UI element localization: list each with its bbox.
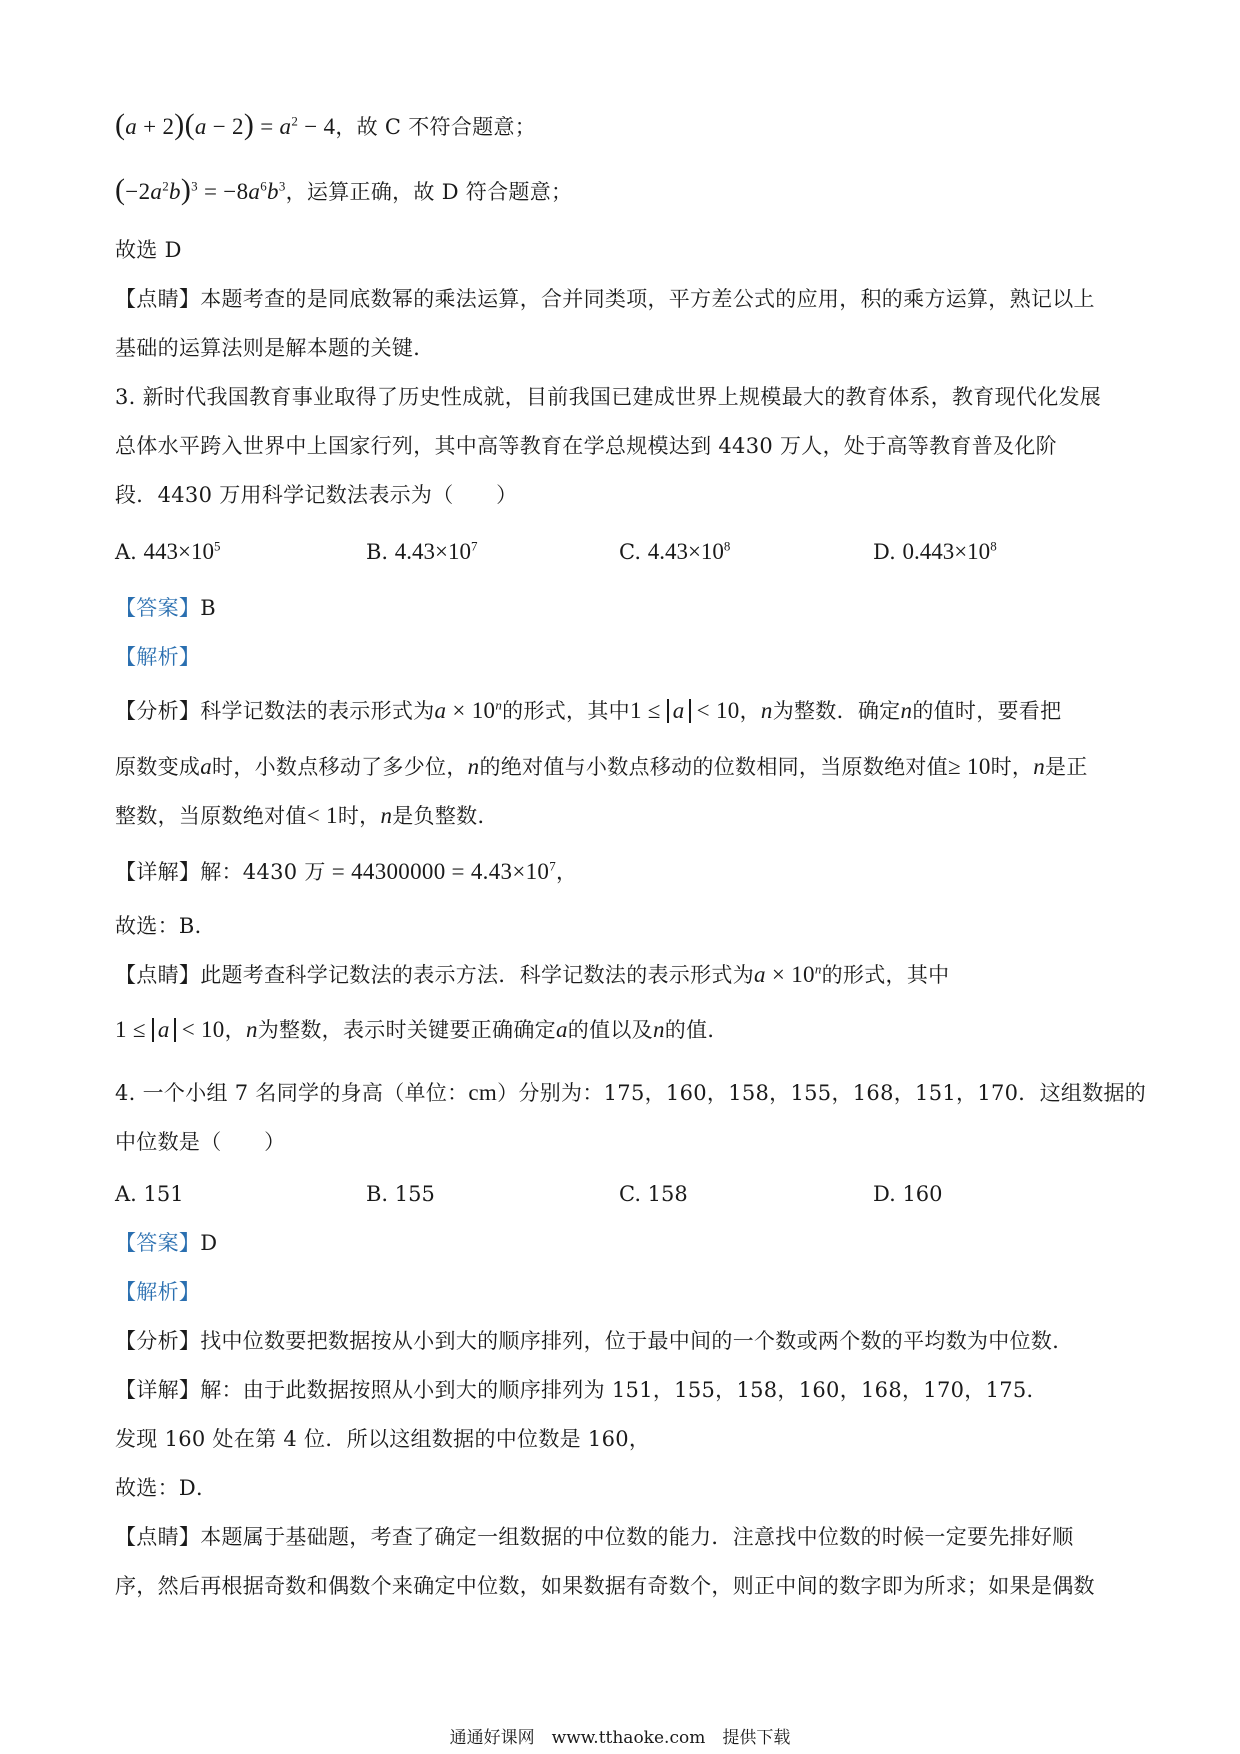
- question-3-line-1: 3. 新时代我国教育事业取得了历史性成就，目前我国已建成世界上规模最大的教育体系，教育现代化发展: [115, 385, 1102, 409]
- analysis-subtag: 【分析】: [115, 699, 201, 723]
- q3-answer: [115, 594, 216, 622]
- q4-option-b: B. 155: [366, 1182, 435, 1206]
- remark-line: [115, 285, 1095, 313]
- option-mantissa: 0.443: [902, 539, 955, 564]
- q3-option-c: C. $4.43\times 10^8$: [619, 538, 731, 564]
- text: 的绝对值与小数点移动的位数相同，当原数绝对值: [479, 755, 949, 779]
- q4-analysis-line: [115, 1327, 1074, 1355]
- answer-value: D: [200, 1231, 218, 1255]
- text: ，: [556, 860, 578, 884]
- question-4-line-2: 中位数是（ ）: [115, 1130, 286, 1154]
- question-3-line-2: 总体水平跨入世界中上国家行列，其中高等教育在学总规模达到 4430 万人，处于高等教育普及化阶: [115, 434, 1057, 458]
- text: 本题考查的是同底数幂的乘法运算，合并同类项，平方差公式的应用，积的乘方运算，熟记以上: [200, 287, 1095, 311]
- text: ，: [224, 1018, 246, 1042]
- text: 是负整数．: [392, 804, 499, 828]
- q3-remark-line-1: 【点睛】此题考查科学记数法的表示方法．科学记数法的表示形式为$a \times 10^n$的形式，其中: [115, 961, 950, 987]
- text: 科学记数法的表示形式为: [200, 699, 435, 723]
- text: 时，: [337, 804, 381, 828]
- unit: cm: [468, 1080, 498, 1105]
- text: 时，: [990, 755, 1034, 779]
- text: 的值时，要看把: [912, 699, 1062, 723]
- text: 的形式，其中: [821, 963, 950, 987]
- detail-tag: 【详解】: [115, 860, 201, 884]
- text: 此题考查科学记数法的表示方法．科学记数法的表示形式为: [200, 963, 755, 987]
- text: 4. 一个小组 7 名同学的身高（单位：: [115, 1081, 469, 1105]
- option-exponent: 5: [214, 538, 221, 554]
- q4-remark-line-2: 序，然后再根据奇数和偶数个来确定中位数，如果数据有奇数个，则正中间的数字即为所求；如果是偶数: [115, 1574, 1095, 1598]
- q3-analysis-line-3: 整数，当原数绝对值< 1时，n是负整数．: [115, 803, 499, 828]
- q3-choice: 故选：B．: [115, 914, 216, 938]
- text: 解：由于此数据按照从小到大的顺序排列为 151，155，158，160，168，170，175．: [200, 1378, 1048, 1402]
- text: 本题属于基础题，考查了确定一组数据的中位数的能力．注意找中位数的时候一定要先排好顺: [200, 1525, 1074, 1549]
- q3-option-a: A. $443\times 10^5$: [115, 538, 221, 564]
- q4-option-c: C. 158: [619, 1182, 688, 1206]
- choice-line: 故选 D: [115, 238, 182, 262]
- q4-detail: [115, 1376, 1048, 1404]
- q3-analysis-line-1: 【分析】科学记数法的表示形式为$a \times 10^n$的形式，其中1 ≤ a < 10，n为整数．确定n的值时，要看把: [115, 697, 1062, 723]
- option-label: D.: [873, 540, 896, 564]
- q4-find-line: 发现 160 处在第 4 位．所以这组数据的中位数是 160，: [115, 1427, 651, 1451]
- text: 的值．: [664, 1018, 729, 1042]
- remark-line-2: 基础的运算法则是解本题的关键．: [115, 336, 435, 360]
- text: 的值以及: [567, 1018, 653, 1042]
- option-label: B.: [366, 540, 389, 564]
- text: 解：4430 万: [200, 860, 326, 884]
- text: 找中位数要把数据按从小到大的顺序排列，位于最中间的一个数或两个数的平均数为中位数．: [200, 1329, 1074, 1353]
- solution-line-d: [115, 173, 573, 206]
- option-mantissa: 4.43: [647, 539, 688, 564]
- option-label: C.: [619, 540, 641, 564]
- answer-tag: 【答案】: [115, 596, 201, 620]
- text: 是正: [1045, 755, 1088, 779]
- text: 的形式，其中: [502, 699, 630, 723]
- text: ，故 C 不符合题意；: [335, 115, 537, 139]
- q4-remark-line-1: [115, 1523, 1074, 1551]
- remark-tag: 【点睛】: [115, 287, 201, 311]
- question-3-line-3: 段．4430 万用科学记数法表示为（ ）: [115, 483, 518, 507]
- option-mantissa: 443: [143, 539, 179, 564]
- q3-remark-line-2: 1 ≤ a < 10，n为整数，表示时关键要正确确定a的值以及n的值．: [115, 1017, 729, 1042]
- remark-tag: 【点睛】: [115, 1525, 201, 1549]
- q3-detail: 【详解】解：4430 万 = $44300000 = 4.43\times 10^7$，: [115, 858, 578, 884]
- page-footer: 通通好课网 www.tthaoke.com 提供下载: [449, 1728, 791, 1748]
- text: 时，小数点移动了多少位，: [212, 755, 468, 779]
- option-label: A.: [115, 540, 137, 564]
- option-exponent: 8: [990, 538, 997, 554]
- q4-answer: [115, 1229, 217, 1257]
- text: 原数变成: [115, 755, 201, 779]
- answer-value: B: [200, 596, 216, 620]
- solution-line-c: [115, 108, 537, 141]
- analysis-tag: 【解析】: [115, 1280, 201, 1304]
- q3-option-d: D. $0.443\times 10^8$: [873, 538, 997, 564]
- q4-choice: 故选：D．: [115, 1476, 218, 1500]
- remark-tag: 【点睛】: [115, 963, 201, 987]
- analysis-tag: 【解析】: [115, 645, 201, 669]
- formula-difference-of-squares: $(a + 2)(a - 2) = a^2 - 4$: [115, 108, 336, 141]
- text: ，: [739, 699, 761, 723]
- text: 为整数，表示时关键要正确确定: [257, 1018, 556, 1042]
- text: ，运算正确，故 D 符合题意；: [285, 180, 573, 204]
- analysis-subtag: 【分析】: [115, 1329, 201, 1353]
- option-exponent: 7: [471, 538, 478, 554]
- question-4-line-1: [115, 1079, 1146, 1107]
- detail-tag: 【详解】: [115, 1378, 201, 1402]
- text: 整数，当原数绝对值: [115, 804, 307, 828]
- q4-analysis: [115, 1278, 200, 1306]
- q3-analysis: [115, 643, 200, 671]
- formula-power-of-product: $(-2a^2b)^3 = -8a^6b^3$: [115, 173, 286, 206]
- answer-tag: 【答案】: [115, 1231, 201, 1255]
- text: ）分别为：175，160，158，155，168，151，170．这组数据的: [497, 1081, 1147, 1105]
- option-mantissa: 4.43: [394, 539, 436, 564]
- q3-option-b: B. $4.43\times 10^7$: [366, 538, 478, 564]
- option-exponent: 8: [723, 538, 731, 554]
- text: 为整数．确定: [772, 699, 901, 723]
- q4-option-d: D. 160: [873, 1182, 943, 1206]
- q3-analysis-line-2: 原数变成a时，小数点移动了多少位，n的绝对值与小数点移动的位数相同，当原数绝对值≥ 10时，n是正: [115, 754, 1088, 779]
- q4-option-a: A. 151: [115, 1182, 184, 1206]
